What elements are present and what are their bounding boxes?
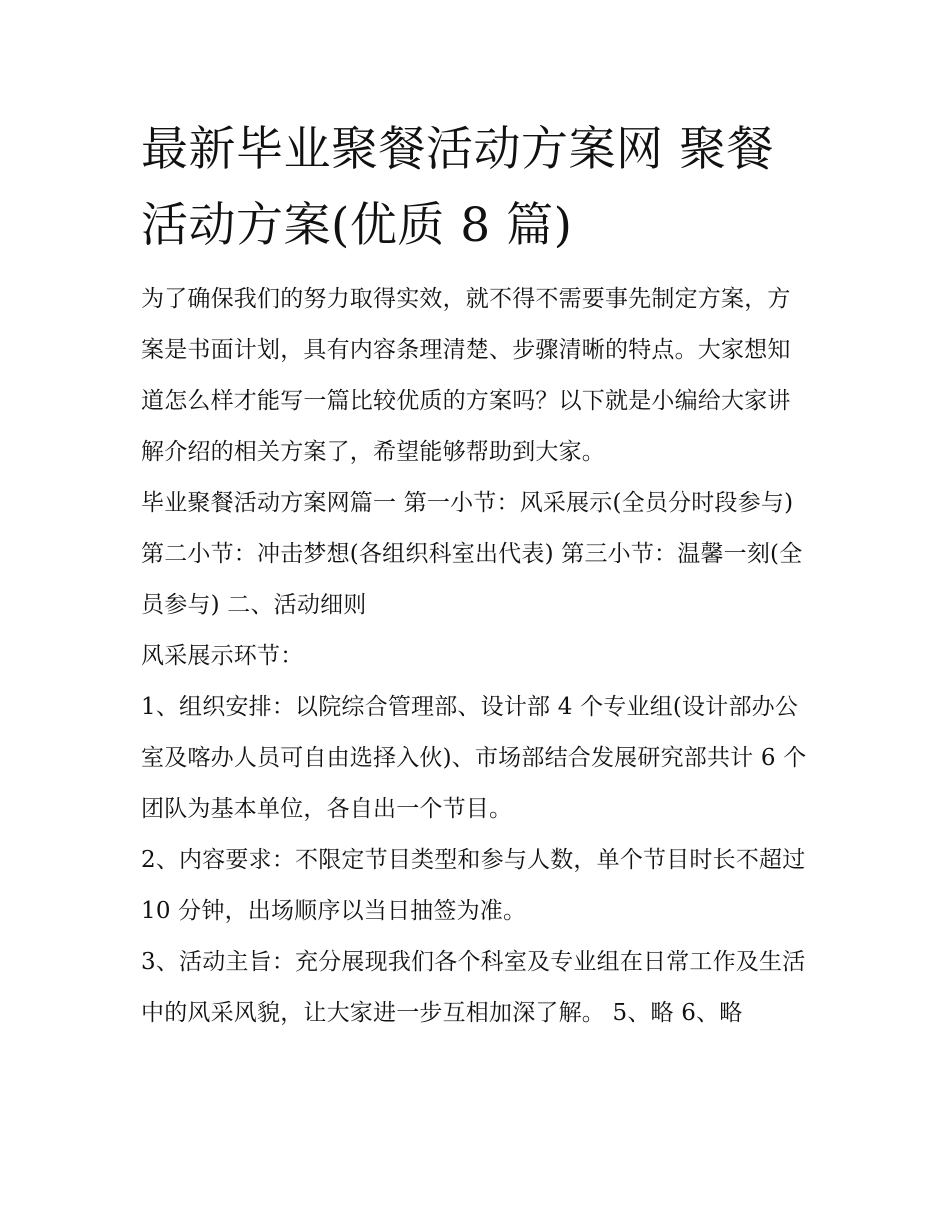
section-heading-paragraph: 风采展示环节：	[141, 643, 304, 669]
purpose-paragraph: 3、活动主旨：充分展现我们各个科室及专业组在日常工作及生活中的风采风貌，让大家进一步互相加深了解。 5、略 6、略	[141, 949, 806, 1026]
document-content	[141, 112, 813, 1039]
organization-paragraph: 1、组织安排：以院综合管理部、设计部 4 个专业组(设计部办公室及喀办人员可自由选择入伙)、市场部结合发展研究部共计 6 个团队为基本单位，各自出一个节目。	[141, 694, 807, 822]
document-title: 最新毕业聚餐活动方案网 聚餐活动方案(优质 8 篇)	[141, 122, 774, 253]
intro-paragraph: 为了确保我们的努力取得实效，就不得不需要事先制定方案，方案是书面计划，具有内容条理清楚、步骤清晰的特点。大家想知道怎么样才能写一篇比较优质的方案吗？以下就是小编给大家讲解介绍的相关方案了，希望能够帮助到大家。	[141, 286, 791, 465]
section-overview-paragraph: 毕业聚餐活动方案网篇一 第一小节：风采展示(全员分时段参与) 第二小节：冲击梦想(各组织科室出代表) 第三小节：温馨一刻(全员参与) 二、活动细则	[141, 490, 803, 618]
requirements-paragraph: 2、内容要求：不限定节目类型和参与人数，单个节目时长不超过 10 分钟，出场顺序以当日抽签为准。	[141, 847, 806, 924]
